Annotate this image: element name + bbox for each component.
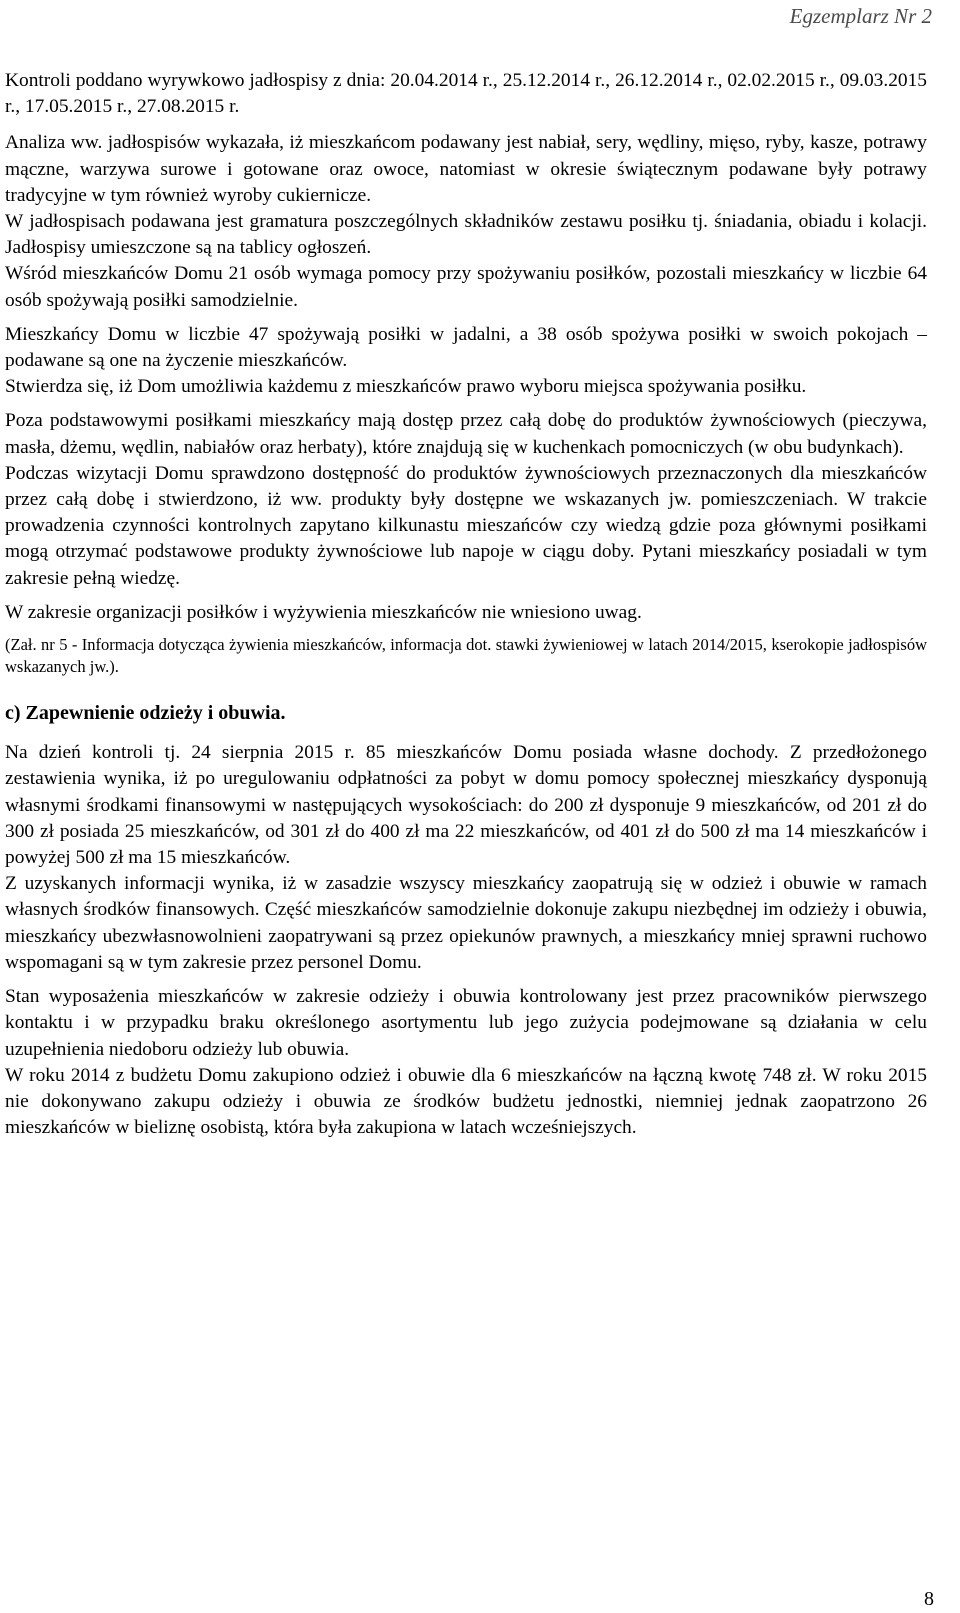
section-title-clothing: c) Zapewnienie odzieży i obuwia. <box>5 702 286 725</box>
paragraph-portion-weights: W jadłospisach podawana jest gramatura poszczególnych składników zestawu posiłku tj. śniadania, obiadu i kolacji. Jadłospisy umieszczone są na tablicy ogłoszeń. <box>5 211 927 259</box>
paragraph-no-remarks: W zakresie organizacji posiłków i wyżywienia mieszkańców nie wniesiono uwag. <box>5 601 642 623</box>
page-number: 8 <box>924 1588 934 1610</box>
paragraph-income: Na dzień kontroli tj. 24 sierpnia 2015 r. 85 mieszkańców Domu posiada własne dochody. Z przedłożonego zestawienia wynika, iż po uregulowaniu odpłatności za pobyt w domu pomocy społecznej mieszkańcy dysponują własnymi środkami finansowymi w następujących wysokościach: do 200 zł dysponuje 9 mieszkańców, od 201 zł do 300 zł posiada 25 mieszkańców, od 301 zł do 400 zł ma 22 mieszkańców, od 401 zł do 500 zł ma 14 mieszkańców i powyżej 500 zł ma 15 mieszkańców. <box>5 742 927 869</box>
paragraph-feeding-assistance: Wśród mieszkańców Domu 21 osób wymaga pomocy przy spożywaniu posiłków, pozostali mieszkańcy w liczbie 64 osób spożywają posiłki samodzielnie. <box>5 263 927 311</box>
paragraph-menus-checked: Kontroli poddano wyrywkowo jadłospisy z dnia: 20.04.2014 r., 25.12.2014 r., 26.12.2014 r., 02.02.2015 r., 09.03.2015 r., 17.05.2015 r., 27.08.2015 r. <box>5 70 927 118</box>
paragraph-clothing-purchases: W roku 2014 z budżetu Domu zakupiono odzież i obuwie dla 6 mieszkańców na łączną kwotę 748 zł. W roku 2015 nie dokonywano zakupu odzieży i obuwia ze środków budżetu jednostki, niemniej jednak zaopatrzono 26 mieszkańców w bieliznę osobistą, która była zakupiona w latach wcześniejszych. <box>5 1064 927 1139</box>
paragraph-clothing-supply: Z uzyskanych informacji wynika, iż w zasadzie wszyscy mieszkańcy zaopatrują się w odzież i obuwie w ramach własnych środków finansowych. Część mieszkańców samodzielnie dokonuje zakupu niezbędnej im odzieży i obuwia, mieszkańcy ubezwłasnowolnieni zaopatrywani są przez opiekunów prawnych, a mieszkańcy mniej sprawni ruchowo wspomagani są w tym zakresie przez personel Domu. <box>5 873 927 973</box>
paragraph-attachment-note: (Zał. nr 5 - Informacja dotycząca żywienia mieszkańców, informacja dot. stawki żywieniowej w latach 2014/2015, kserokopie jadłospisów wskazanych jw.). <box>5 635 927 677</box>
paragraph-dining-location: Mieszkańcy Domu w liczbie 47 spożywają posiłki w jadalni, a 38 osób spożywa posiłki w swoich pokojach – podawane są one na życzenie mieszkańców. <box>5 323 927 372</box>
paragraph-choice-of-place: Stwierdza się, iż Dom umożliwia każdemu z mieszkańców prawo wyboru miejsca spożywania posiłku. <box>5 376 807 398</box>
copy-number-label: Egzemplarz Nr 2 <box>789 4 932 28</box>
paragraph-inspection-findings: Podczas wizytacji Domu sprawdzono dostępność do produktów żywnościowych przeznaczonych dla mieszkańców przez całą dobę i stwierdzono, iż ww. produkty były dostępne we wskazanych jw. pomieszczeniach. W trakcie prowadzenia czynności kontrolnych zapytano kilkunastu mieszańców czy wiedzą gdzie poza głównymi posiłkami mogą otrzymać podstawowe produkty żywnościowe lub napoje w ciągu doby. Pytani mieszkańcy posiadali w tym zakresie pełną wiedzę. <box>5 462 927 589</box>
paragraph-food-access: Poza podstawowymi posiłkami mieszkańcy mają dostęp przez całą dobę do produktów żywnościowych (pieczywa, masła, dżemu, wędlin, nabiałów oraz herbaty), które znajdują się w kuchenkach pomocniczych (w obu budynkach). <box>5 410 927 458</box>
document-body <box>5 68 927 1141</box>
paragraph-menu-analysis: Analiza ww. jadłospisów wykazała, iż mieszkańcom podawany jest nabiał, sery, wędliny, mięso, ryby, kasze, potrawy mączne, warzywa surowe i gotowane oraz owoce, natomiast w okresie świątecznym podawane były potrawy tradycyjne w tym również wyroby cukiernicze. <box>5 132 927 206</box>
paragraph-clothing-control: Stan wyposażenia mieszkańców w zakresie odzieży i obuwia kontrolowany jest przez pracowników pierwszego kontaktu i w przypadku braku określonego asortymentu lub jego zużycia podejmowane są działania w celu uzupełnienia niedoboru odzieży lub obuwia. <box>5 986 927 1060</box>
